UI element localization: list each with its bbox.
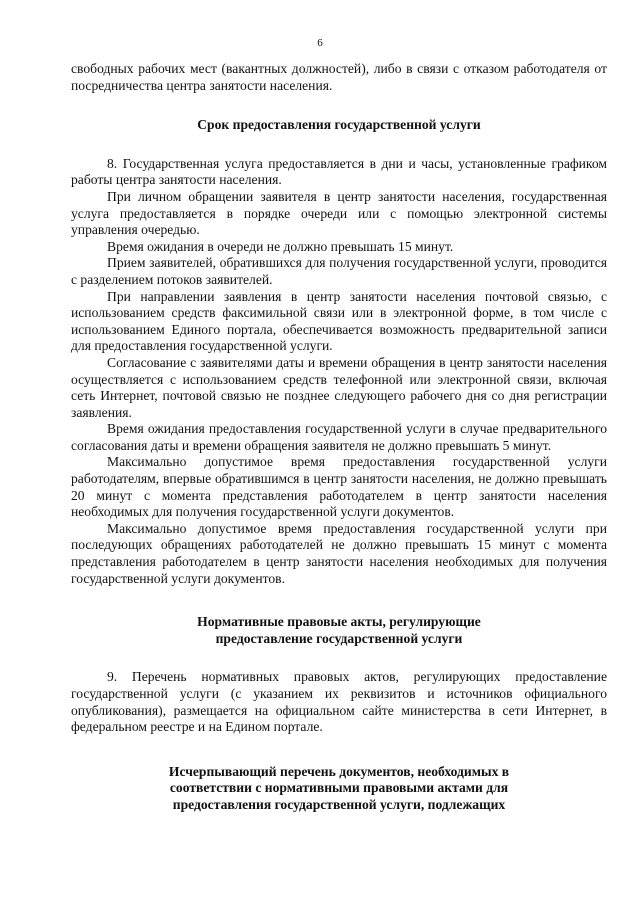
paragraph: При личном обращении заявителя в центр занятости населения, государственная услуга предоставляется в порядке очереди или с помощью электронной системы управления очередью. bbox=[71, 188, 607, 238]
heading-term: Срок предоставления государственной услуги bbox=[197, 117, 481, 133]
section-acts-body bbox=[71, 669, 607, 735]
heading-line: предоставление государственной услуги bbox=[215, 630, 463, 646]
heading-line: соответствии с нормативными правовыми актами для bbox=[169, 780, 509, 796]
paragraph: 9. Перечень нормативных правовых актов, регулирующих предоставление государственной услуги (с указанием их реквизитов и источников официального опубликования), размещается на официальном сайте министерства в сети Интернет, в федеральном реестре и на Едином портале. bbox=[71, 669, 607, 735]
paragraph: Максимально допустимое время предоставления государственной услуги работодателям, впервые обратившимся в центр занятости населения, не должно превышать 20 минут с момента представления работодателем в центр занятости населения необходимых для получения государственной услуги документов. bbox=[71, 454, 607, 520]
paragraph: Согласование с заявителями даты и времени обращения в центр занятости населения осуществляется с использованием средств телефонной или электронной связи, включая сеть Интернет, почтовой связью не позднее следующего рабочего дня со дня регистрации заявления. bbox=[71, 354, 607, 420]
page-number: 6 bbox=[317, 37, 323, 49]
paragraph: При направлении заявления в центр занятости населения почтовой связью, с использованием средств факсимильной связи или в электронной форме, в том числе с использованием Единого портала, обеспечивается возможность предварительной записи для предоставления государственной услуги. bbox=[71, 288, 607, 354]
intro-paragraph: свободных рабочих мест (вакантных должностей), либо в связи с отказом работодателя от посредничества центра занятости населения. bbox=[71, 61, 607, 93]
heading-line: Исчерпывающий перечень документов, необходимых в bbox=[168, 763, 510, 779]
paragraph: Время ожидания в очереди не должно превышать 15 минут. bbox=[107, 238, 454, 254]
heading-documents bbox=[71, 764, 607, 814]
heading-acts bbox=[71, 614, 607, 647]
paragraph: 8. Государственная услуга предоставляется в дни и часы, установленные графиком работы центра занятости населения. bbox=[71, 155, 607, 188]
section-term-body bbox=[71, 156, 607, 587]
heading-line: предоставления государственной услуги, подлежащих bbox=[172, 796, 506, 812]
paragraph: Время ожидания предоставления государственной услуги в случае предварительного согласования даты и времени обращения заявителя не должно превышать 5 минут. bbox=[71, 421, 607, 453]
paragraph: Максимально допустимое время предоставления государственной услуги при последующих обращениях работодателей не должно превышать 15 минут с момента представления работодателем в центр занятости населения необходимых для получения государственной услуги документов. bbox=[71, 520, 607, 586]
paragraph: Прием заявителей, обратившихся для получения государственной услуги, проводится с разделением потоков заявителей. bbox=[71, 255, 607, 287]
heading-line: Нормативные правовые акты, регулирующие bbox=[197, 614, 481, 630]
document-body bbox=[71, 61, 607, 814]
